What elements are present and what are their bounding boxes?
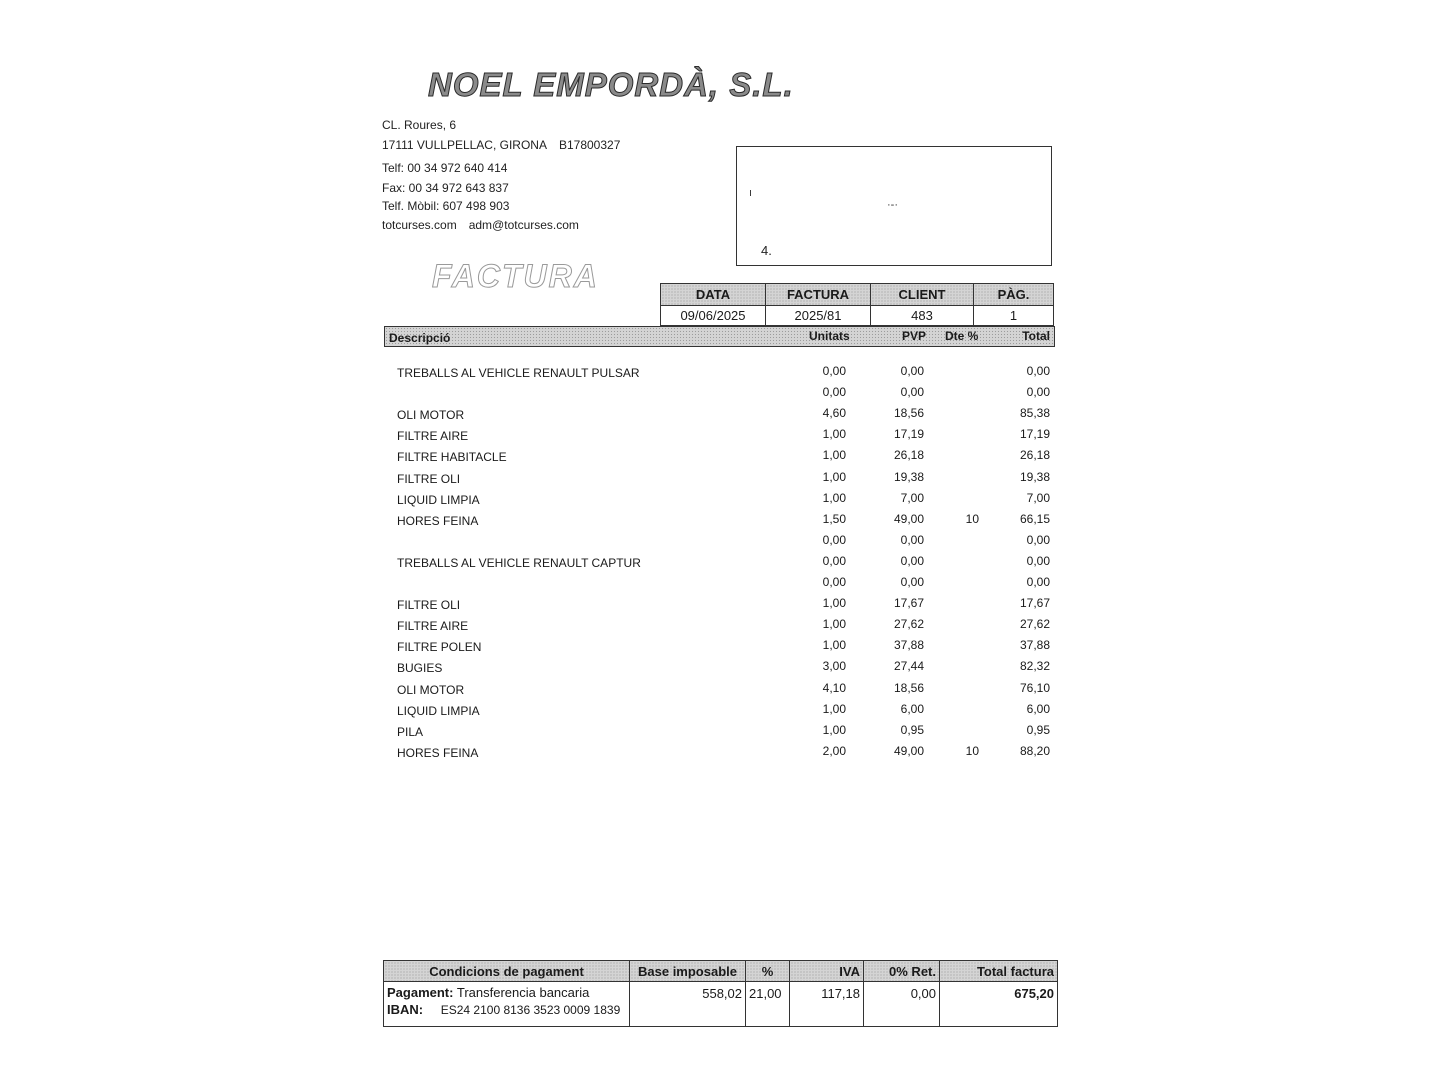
line-pvp: 18,56 (893, 406, 924, 421)
line-pvp: 49,00 (893, 511, 924, 526)
line-total: 7,00 (1026, 490, 1050, 505)
line-pvp: 7,00 (900, 490, 924, 505)
line-pvp: 27,62 (893, 617, 924, 632)
line-pvp: 19,38 (893, 469, 924, 484)
iban-label: IBAN: (387, 1002, 424, 1017)
totals-table (383, 960, 1058, 1027)
totals-grand-total: 675,20 (940, 982, 1058, 1027)
info-header-page: PÀG. (974, 284, 1054, 306)
line-total: 6,00 (1026, 701, 1050, 716)
line-dte: 10 (965, 511, 979, 526)
line-pvp: 0,95 (900, 722, 924, 737)
line-pvp: 0,00 (900, 532, 924, 547)
totals-header-conditions: Condicions de pagament (384, 961, 630, 982)
line-desc: FILTRE AIRE (397, 429, 469, 444)
info-header-invoice: FACTURA (766, 284, 871, 306)
line-units: 0,00 (822, 364, 846, 378)
line-pvp: 27,44 (893, 659, 924, 674)
totals-base: 558,02 (630, 982, 746, 1027)
line-total: 66,15 (1019, 511, 1050, 526)
line-units: 4,10 (822, 680, 846, 695)
company-address-city-line (382, 138, 620, 152)
line-pvp: 18,56 (893, 680, 924, 695)
line-units: 0,00 (822, 532, 846, 547)
totals-header-base: Base imposable (630, 961, 746, 982)
line-total: 17,19 (1019, 427, 1050, 442)
company-phone: Telf: 00 34 972 640 414 (382, 161, 508, 175)
column-dte: Dte % (945, 329, 979, 343)
line-pvp: 0,00 (900, 385, 924, 400)
line-total: 0,00 (1026, 575, 1050, 589)
line-total: 0,00 (1026, 364, 1050, 378)
company-email: adm@totcurses.com (468, 218, 579, 232)
company-web-line (382, 218, 579, 232)
line-units: 1,00 (822, 638, 846, 653)
line-units: 1,00 (822, 701, 846, 716)
line-units: 4,60 (822, 406, 846, 421)
line-units: 1,00 (822, 448, 846, 463)
line-units: 1,00 (822, 596, 846, 611)
iban-value: ES24 2100 8136 3523 0009 1839 (440, 1003, 621, 1017)
line-units: 1,00 (822, 427, 846, 442)
totals-header-total: Total factura (940, 961, 1058, 982)
client-address-box (736, 146, 1052, 266)
line-desc: FILTRE AIRE (397, 619, 469, 634)
line-desc: PILA (397, 724, 424, 739)
line-units: 2,00 (822, 743, 846, 758)
line-pvp: 49,00 (893, 743, 924, 758)
line-units: 1,00 (822, 469, 846, 484)
line-desc: LIQUID LIMPIA (397, 703, 480, 718)
totals-header-pct: % (746, 961, 790, 982)
line-pvp: 0,00 (900, 575, 924, 589)
invoice-info-table (660, 283, 1054, 326)
company-mobile: Telf. Mòbil: 607 498 903 (382, 199, 510, 213)
line-desc: HORES FEINA (397, 745, 479, 760)
company-address-city: 17111 VULLPELLAC, GIRONA (382, 138, 547, 152)
company-web: totcurses.com (382, 218, 457, 232)
client-line-2: ·-· (887, 199, 898, 211)
line-total: 76,10 (1019, 680, 1050, 695)
company-name: NOEL EMPORDÀ, S.L. (428, 66, 794, 103)
line-desc: OLI MOTOR (397, 682, 465, 697)
totals-header-ret: 0% Ret. (864, 961, 940, 982)
line-desc: BUGIES (397, 661, 443, 676)
client-line-1: ı (749, 187, 753, 199)
line-total: 85,38 (1019, 406, 1050, 421)
line-units: 1,00 (822, 722, 846, 737)
line-desc: FILTRE HABITACLE (397, 450, 507, 465)
line-pvp: 17,67 (893, 596, 924, 611)
line-total: 17,67 (1019, 596, 1050, 611)
line-desc: FILTRE POLEN (397, 640, 482, 655)
line-total: 0,95 (1026, 722, 1050, 737)
line-units: 3,00 (822, 659, 846, 674)
line-total: 0,00 (1026, 385, 1050, 400)
payment-label: Pagament: (387, 985, 454, 1000)
totals-pct: 21,00 (746, 982, 790, 1027)
client-line-3: 4. (761, 243, 772, 258)
totals-iva: 117,18 (790, 982, 864, 1027)
column-pvp: PVP (902, 329, 927, 343)
company-nif: B17800327 (558, 138, 621, 152)
company-address-street: CL. Roures, 6 (382, 118, 457, 132)
info-date: 09/06/2025 (661, 306, 766, 326)
line-pvp: 0,00 (900, 364, 924, 378)
info-header-client: CLIENT (871, 284, 974, 306)
line-total: 37,88 (1019, 638, 1050, 653)
line-desc: HORES FEINA (397, 513, 479, 528)
line-pvp: 26,18 (893, 448, 924, 463)
line-total: 0,00 (1026, 532, 1050, 547)
document-title: FACTURA (432, 258, 599, 294)
column-desc: Descripció (389, 331, 451, 345)
line-total: 26,18 (1019, 448, 1050, 463)
totals-header-iva: IVA (790, 961, 864, 982)
line-total: 82,32 (1019, 659, 1050, 674)
line-pvp: 0,00 (900, 553, 924, 568)
column-total: Total (1022, 329, 1050, 343)
line-desc: LIQUID LIMPIA (397, 492, 480, 507)
info-page: 1 (974, 306, 1054, 326)
line-units: 0,00 (822, 553, 846, 568)
line-units: 1,00 (822, 617, 846, 632)
line-pvp: 37,88 (893, 638, 924, 653)
payment-conditions (384, 982, 630, 1027)
line-desc: FILTRE OLI (397, 598, 461, 613)
line-total: 19,38 (1019, 469, 1050, 484)
line-desc: TREBALLS AL VEHICLE RENAULT PULSAR (397, 366, 640, 380)
line-pvp: 17,19 (893, 427, 924, 442)
payment-value: Transferencia bancaria (456, 985, 590, 1000)
line-units: 0,00 (822, 385, 846, 400)
line-dte: 10 (965, 743, 979, 758)
info-invoice-number: 2025/81 (766, 306, 871, 326)
line-units: 0,00 (822, 575, 846, 589)
info-client-number: 483 (871, 306, 974, 326)
line-total: 0,00 (1026, 553, 1050, 568)
line-desc: FILTRE OLI (397, 471, 461, 486)
line-units: 1,50 (822, 511, 846, 526)
line-desc: TREBALLS AL VEHICLE RENAULT CAPTUR (397, 555, 641, 570)
column-units: Unitats (809, 329, 850, 343)
line-desc: OLI MOTOR (397, 408, 465, 423)
lines-header (384, 326, 1055, 347)
line-units: 1,00 (822, 490, 846, 505)
line-pvp: 6,00 (900, 701, 924, 716)
info-header-date: DATA (661, 284, 766, 306)
line-total: 88,20 (1019, 743, 1050, 758)
company-fax: Fax: 00 34 972 643 837 (382, 181, 509, 195)
totals-ret: 0,00 (864, 982, 940, 1027)
line-total: 27,62 (1019, 617, 1050, 632)
